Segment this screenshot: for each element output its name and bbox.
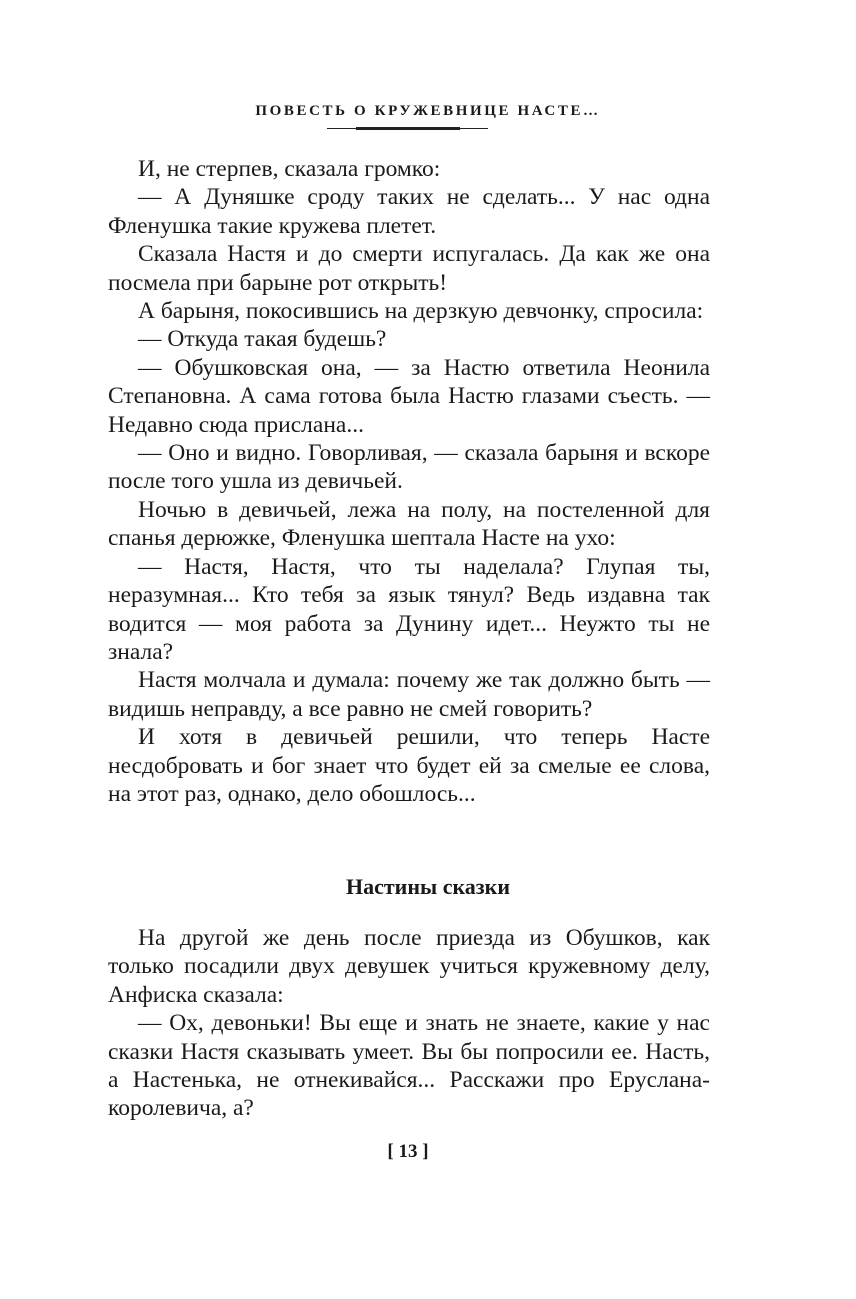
section-heading: Настины сказки <box>345 874 510 899</box>
paragraph: Настя молчала и думала: почему же так должно быть — видишь неправду, а все равно не смей говорить? <box>108 667 710 722</box>
paragraph: — Оно и видно. Говорливая, — сказала барыня и вскоре после того ушла из девичьей. <box>108 440 710 495</box>
paragraph: А барыня, покосившись на дерзкую девчонку, спросила: <box>138 298 704 325</box>
text-block-top <box>108 155 710 808</box>
header-rule-left <box>327 128 356 129</box>
paragraph: — Настя, Настя, что ты наделала? Глупая ты, неразумная... Кто тебя за язык тянул? Ведь издавна так водится — моя работа за Дунину идет... Неужто ты не знала? <box>108 553 710 665</box>
paragraph: — А Дуняшке сроду таких не сделать... У нас одна Фленушка такие кружева плетет. <box>108 184 710 239</box>
paragraph: — Ох, девоньки! Вы еще и знать не знаете, какие у нас сказки Настя сказывать умеет. Вы бы попросили ее. Насть, а Настенька, не отнекивайся... Расскажи про Еруслана-королевича, а? <box>108 1010 710 1122</box>
text-block-bottom <box>108 924 710 1123</box>
paragraph: — Откуда такая будешь? <box>138 326 387 353</box>
paragraph: Сказала Настя и до смерти испугалась. Да как же она посмела при барыне рот открыть! <box>108 241 710 296</box>
paragraph: На другой же день после приезда из Обушков, как только посадили двух девушек учиться кружевному делу, Анфиска сказала: <box>108 925 710 1008</box>
paragraph: И, не стерпев, сказала громко: <box>138 156 441 182</box>
header-rule-right <box>460 128 488 129</box>
running-head: ПОВЕСТЬ О КРУЖЕВНИЦЕ НАСТЕ… <box>255 103 601 119</box>
header-rule-center <box>356 127 460 130</box>
paragraph: Ночью в девичьей, лежа на полу, на постеленной для спанья дерюжке, Фленушка шептала Насте на ухо: <box>108 496 710 552</box>
paragraph: И хотя в девичьей решили, что теперь Насте несдобровать и бог знает что будет ей за смелые ее слова, на этот раз, однако, дело обошлось... <box>108 724 710 807</box>
page-number: [ 13 ] <box>387 1141 429 1162</box>
paragraph: — Обушковская она, — за Настю ответила Неонила Степановна. А сама готова была Настю глазами съесть. — Недавно сюда прислана... <box>108 354 710 438</box>
